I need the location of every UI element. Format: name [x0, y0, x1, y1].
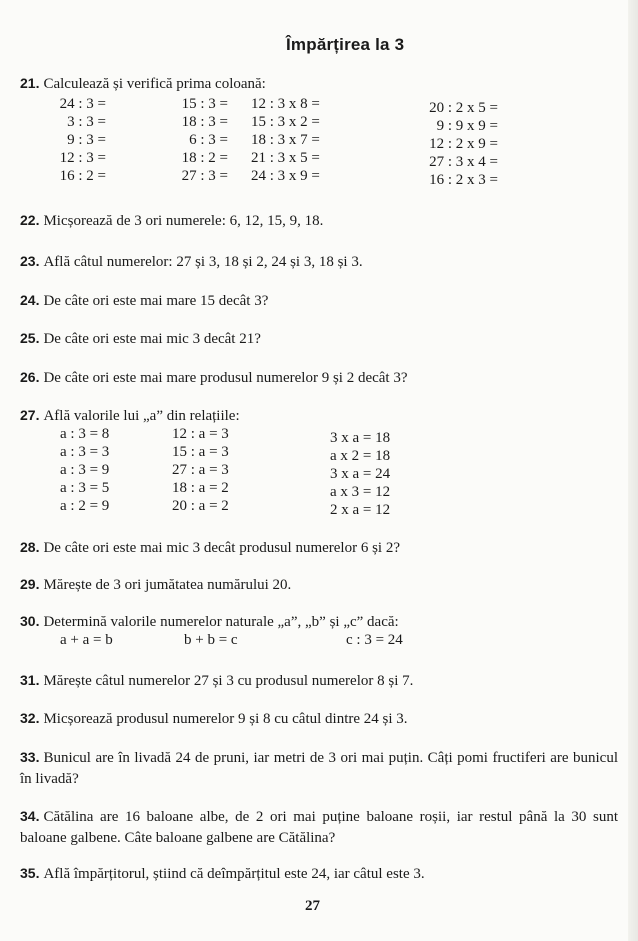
relation: 15 : a = 3	[172, 444, 229, 460]
facing-page-edge	[628, 0, 638, 941]
relation: a : 3 = 9	[60, 462, 110, 478]
exercise-number: 27.	[20, 407, 40, 423]
relation: a : 3 = 5	[60, 480, 110, 496]
relation: 3 x a = 24	[330, 466, 391, 482]
operation: 18 : 2 =	[181, 150, 228, 166]
column-2	[158, 95, 228, 185]
column-3	[251, 95, 320, 185]
exercise-text: Mărește de 3 ori jumătatea numărului 20.	[43, 577, 292, 593]
operation: 9 : 3 =	[67, 132, 106, 148]
operation: 12 : 3 =	[59, 150, 106, 166]
operation: 20 : 2 x 5 =	[429, 100, 498, 116]
exercise-text: Află câtul numerelor: 27 și 3, 18 și 2, 24 și 3, 18 și 3.	[43, 254, 363, 270]
relation: a x 3 = 12	[330, 484, 391, 500]
relation: 2 x a = 12	[330, 502, 391, 518]
exercise-text: Determină valorile numerelor naturale „a”, „b” și „c” dacă:	[43, 614, 399, 630]
exercise-number: 33.	[20, 749, 40, 765]
operation: 16 : 2 x 3 =	[429, 172, 498, 188]
exercise-number: 32.	[20, 710, 40, 726]
exercise-number: 26.	[20, 369, 40, 385]
operation: 16 : 2 =	[59, 168, 106, 184]
exercise-number: 22.	[20, 212, 40, 228]
operation: 27 : 3 =	[181, 168, 228, 184]
exercise-21-grid	[40, 95, 620, 191]
page-title: Împărțirea la 3	[286, 35, 405, 54]
exercise-number: 34.	[20, 808, 40, 824]
exercise-text: Află valorile lui „a” din relațiile:	[43, 408, 240, 424]
exercise-27-grid	[60, 425, 620, 521]
exercise-33	[20, 747, 618, 790]
operation: 9 : 9 x 9 =	[436, 118, 498, 134]
exercise-text: De câte ori este mai mare 15 decât 3?	[43, 293, 269, 309]
column-1	[40, 95, 106, 185]
relation: a x 2 = 18	[330, 448, 391, 464]
exercise-number: 24.	[20, 292, 40, 308]
column-3	[330, 429, 390, 519]
equation: c : 3 = 24	[346, 632, 403, 648]
exercise-text: Micșorează produsul numerelor 9 și 8 cu câtul dintre 24 și 3.	[43, 711, 408, 727]
operation: 27 : 3 x 4 =	[429, 154, 498, 170]
exercise-35	[20, 864, 620, 883]
relation: a : 3 = 8	[60, 426, 110, 442]
exercise-27	[20, 406, 620, 425]
page-number: 27	[305, 898, 320, 914]
operation: 3 : 3 =	[67, 114, 106, 130]
exercise-number: 25.	[20, 330, 40, 346]
exercise-text: De câte ori este mai mic 3 decât produsul numerelor 6 și 2?	[43, 540, 401, 556]
relation: a : 3 = 3	[60, 444, 110, 460]
exercise-text: De câte ori este mai mic 3 decât 21?	[43, 331, 261, 347]
exercise-number: 29.	[20, 576, 40, 592]
exercise-number: 23.	[20, 253, 40, 269]
operation: 15 : 3 =	[181, 96, 228, 112]
operation: 24 : 3 x 9 =	[251, 168, 320, 184]
operation: 12 : 2 x 9 =	[429, 136, 498, 152]
exercise-28	[20, 538, 620, 557]
column-4	[380, 99, 498, 189]
equation: b + b = c	[184, 632, 238, 648]
relation: 12 : a = 3	[172, 426, 229, 442]
exercise-26	[20, 368, 620, 387]
exercise-text: Cătălina are 16 baloane albe, de 2 ori mai puține baloane roșii, iar restul până la 30 sunt baloane galbene. Câte baloane galbene are Cătălina?	[20, 809, 618, 846]
exercise-30	[20, 612, 620, 631]
relation: 20 : a = 2	[172, 498, 229, 514]
operation: 12 : 3 x 8 =	[251, 96, 320, 112]
exercise-number: 31.	[20, 672, 40, 688]
exercise-text: Bunicul are în livadă 24 de pruni, iar metri de 3 ori mai puțin. Câți pomi fructiferi are bunicul în livadă?	[20, 750, 618, 787]
exercise-23	[20, 252, 620, 271]
operation: 24 : 3 =	[59, 96, 106, 112]
exercise-text: Micșorează de 3 ori numerele: 6, 12, 15, 9, 18.	[43, 213, 324, 229]
exercise-32	[20, 709, 620, 728]
exercise-22	[20, 211, 620, 230]
column-1	[60, 425, 109, 515]
exercise-text: Află împărțitorul, știind că deîmpărțitul este 24, iar câtul este 3.	[43, 866, 425, 882]
relation: 3 x a = 18	[330, 430, 391, 446]
exercise-24	[20, 291, 620, 310]
exercise-34	[20, 806, 618, 849]
operation: 6 : 3 =	[189, 132, 228, 148]
operation: 21 : 3 x 5 =	[251, 150, 320, 166]
exercise-text: De câte ori este mai mare produsul numerelor 9 și 2 decât 3?	[43, 370, 408, 386]
exercise-30-equations	[60, 631, 620, 651]
exercise-29	[20, 575, 620, 594]
exercise-text: Mărește câtul numerelor 27 și 3 cu produsul numerelor 8 și 7.	[43, 673, 414, 689]
relation: 27 : a = 3	[172, 462, 229, 478]
relation: 18 : a = 2	[172, 480, 229, 496]
operation: 15 : 3 x 2 =	[251, 114, 320, 130]
exercise-number: 21.	[20, 75, 40, 91]
column-2	[172, 425, 229, 515]
relation: a : 2 = 9	[60, 498, 110, 514]
exercise-number: 30.	[20, 613, 40, 629]
exercise-text: Calculează și verifică prima coloană:	[43, 76, 266, 92]
operation: 18 : 3 =	[181, 114, 228, 130]
exercise-31	[20, 671, 620, 690]
exercise-number: 35.	[20, 865, 40, 881]
operation: 18 : 3 x 7 =	[251, 132, 320, 148]
exercise-21	[20, 74, 620, 93]
exercise-25	[20, 329, 620, 348]
exercise-number: 28.	[20, 539, 40, 555]
equation: a + a = b	[60, 632, 113, 648]
